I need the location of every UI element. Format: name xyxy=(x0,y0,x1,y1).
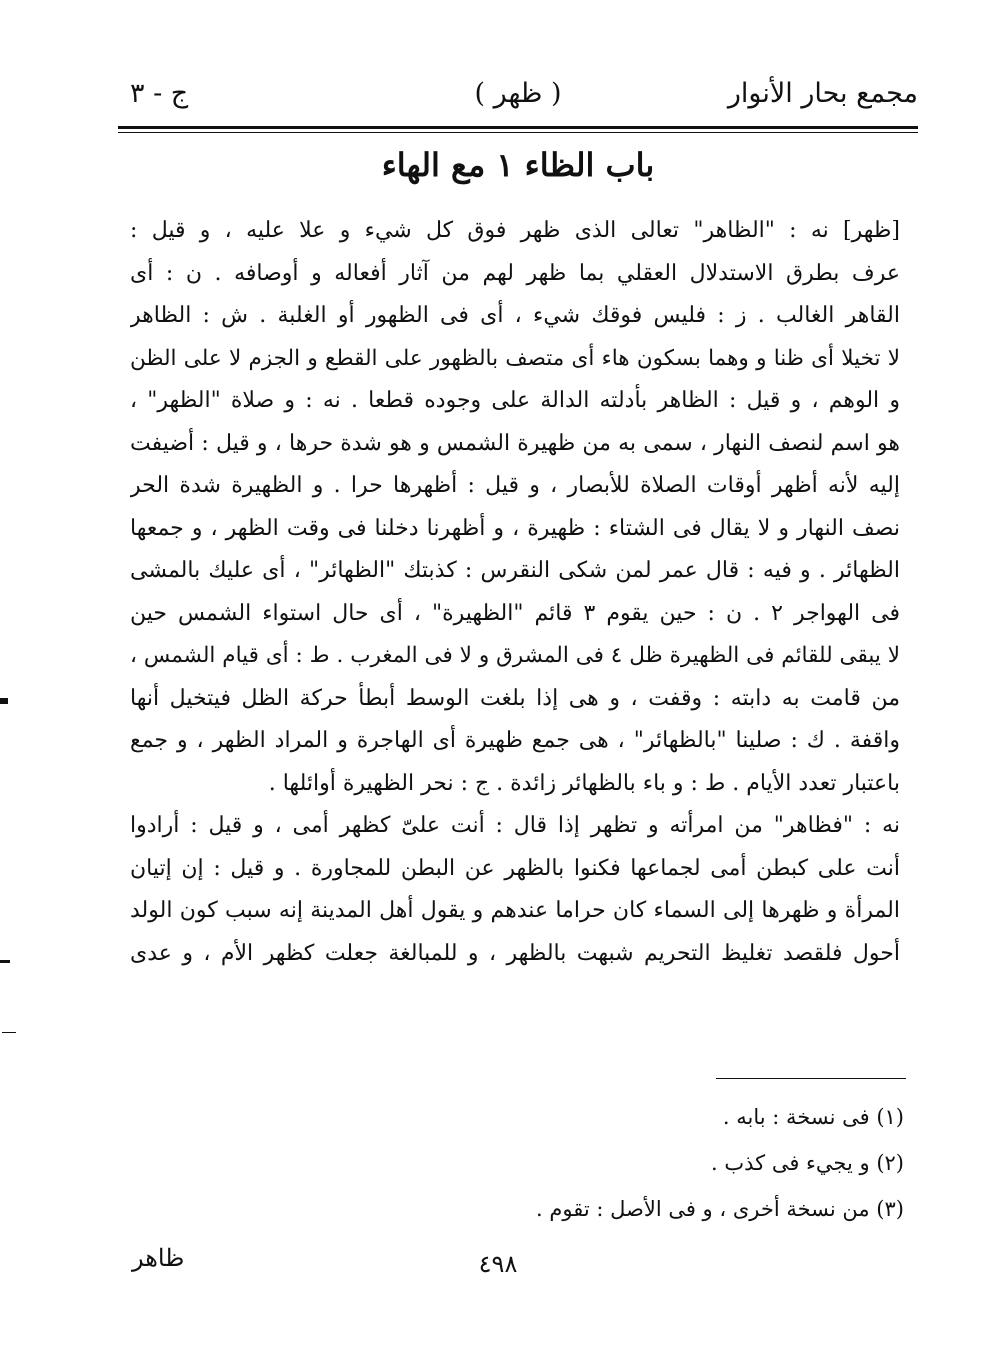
body-line-10: فى الهواجر ٢ . ن : حين يقوم ٣ قائم "الظهيرة" ، أى حال استواء الشمس حين xyxy=(130,600,900,626)
volume-label: ج - ٣ xyxy=(130,78,189,109)
catchword: ظاهر xyxy=(132,1244,185,1272)
body-text xyxy=(130,210,900,975)
body-line-5: و الوهم ، و قيل : الظاهر بأدلته الدالة على وجوده قطعا . نه : و صلاة "الظهر" ، xyxy=(130,388,900,413)
body-line-18: أحول فلقصد تغليظ التحريم شبهت بالظهر ، و للمبالغة جعلت كظهر الأم ، و عدى xyxy=(130,940,900,966)
header-rule-thin xyxy=(118,132,918,133)
footnote-1: (١) فى نسخة : بابه . xyxy=(722,1105,904,1129)
body-line-14: باعتبار تعدد الأيام . ط : و باء بالظهائر زائدة . ج : نحر الظهيرة أوائلها . xyxy=(268,770,900,796)
body-line-3: القاهر الغالب . ز : فليس فوقك شيء ، أى فى الظهور أو الغلبة . ش : الظاهر xyxy=(130,303,900,328)
body-line-1: [ظهر] نه : "الظاهر" تعالى الذى ظهر فوق كل شيء و علا عليه ، و قيل : xyxy=(130,218,900,243)
body-line-12: من قامت به دابته : وقفت ، و هى إذا بلغت الوسط أبطأ حركة الظل فيتخيل أنها xyxy=(130,685,900,711)
binding-mark-2 xyxy=(0,960,10,963)
book-title: مجمع بحار الأنوار xyxy=(727,78,918,109)
chapter-heading: باب الظاء ١ مع الهاء xyxy=(381,146,655,184)
body-line-16: أنت على كبطن أمى لجماعها فكنوا بالظهر عن البطن للمجاورة . و قيل : إن إتيان xyxy=(130,855,900,881)
running-header xyxy=(118,70,918,116)
body-line-13: واقفة . ك : صلينا "بالظهائر" ، هى جمع ظهيرة أى الهاجرة و المراد الظهر ، و جمع xyxy=(130,728,900,753)
footnote-rule xyxy=(716,1078,906,1079)
body-line-7: إليه لأنه أظهر أوقات الصلاة للأبصار ، و قيل : أظهرها حرا . و الظهيرة شدة الحر xyxy=(130,473,900,498)
body-line-9: الظهائر . و فيه : قال عمر لمن شكى النقرس : كذبتك "الظهائر" ، أى عليك بالمشى xyxy=(130,558,900,583)
binding-mark-1 xyxy=(0,698,8,704)
body-line-11: لا يبقى للقائم فى الظهيرة ظل ٤ فى المشرق و لا فى المغرب . ط : أى قيام الشمس ، xyxy=(130,643,900,668)
header-rule-thick xyxy=(118,126,918,129)
body-line-6: هو اسم لنصف النهار ، سمى به من ظهيرة الشمس و هو شدة حرها ، و قيل : أضيفت xyxy=(130,430,900,456)
footnotes xyxy=(304,1094,904,1232)
footnote-3: (٣) من نسخة أخرى ، و فى الأصل : تقوم . xyxy=(536,1197,904,1221)
entry-word: ( ظهر ) xyxy=(474,78,562,109)
body-line-4: لا تخيلا أى ظنا و وهما بسكون هاء أى متصف بالظهور على القطع و الجزم لا على الظن xyxy=(130,345,900,371)
footnote-2: (٢) و يجيء فى كذب . xyxy=(711,1151,904,1175)
body-line-17: المرأة و ظهرها إلى السماء كان حراما عندهم و يقول أهل المدينة إنه سبب كون الولد xyxy=(130,898,900,923)
page-number: ٤٩٨ xyxy=(478,1250,518,1278)
body-line-15: نه : "فظاهر" من امرأته و تظهر إذا قال : أنت علىّ كظهر أمى ، و قيل : أرادوا xyxy=(130,813,900,838)
body-line-2: عرف بطرق الاستدلال العقلي بما ظهر لهم من آثار أفعاله و أوصافه . ن : أى xyxy=(130,260,900,286)
body-line-8: نصف النهار و لا يقال فى الشتاء : ظهيرة ، و أظهرنا دخلنا فى وقت الظهر ، و جمعها xyxy=(130,515,900,541)
binding-mark-3 xyxy=(2,1032,16,1033)
